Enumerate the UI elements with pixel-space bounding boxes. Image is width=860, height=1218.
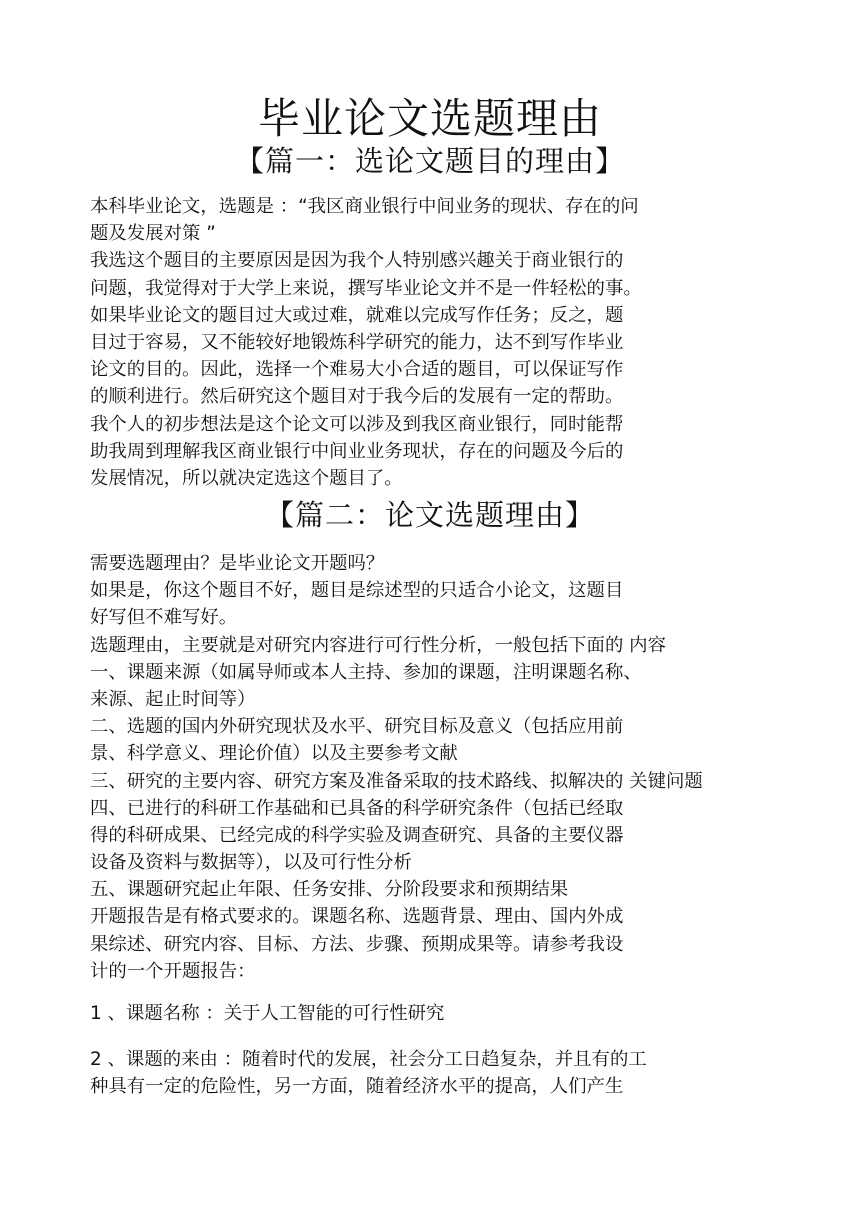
paragraph-line: 得的科研成果、已经完成的科学实验及调查研究、具备的主要仪器 [90,824,624,846]
topic-name-item [90,1000,790,1027]
paragraph-line: 需要选题理由？是毕业论文开题吗？ [90,553,385,574]
paragraph-line: 好写但不难写好。 [90,607,238,629]
paragraph-line: 发展情况，所以就决定选这个题目了。 [90,467,403,489]
section1-body [90,193,790,492]
paragraph-line: 助我周到理解我区商业银行中间业业务现状，存在的问题及今后的 [90,440,624,462]
paragraph-line: 如果是，你这个题目不好，题目是综述型的只适合小论文，这题目 [90,580,624,602]
paragraph-line: 设备及资料与数据等），以及可行性分析 [90,852,412,874]
paragraph-line: 我选这个题目的主要原因是因为我个人特别感兴趣关于商业银行的 [90,250,624,272]
paragraph-line: 一、课题来源（如属导师或本人主持、参加的课题，注明课题名称、 [90,661,642,683]
paragraph-line: 题及发展对策 ” [90,223,216,245]
paragraph-line: 开题报告是有格式要求的。课题名称、选题背景、理由、国内外成 [90,906,624,928]
paragraph-line: 论文的目的。因此，选择一个难易大小合适的题目，可以保证写作 [90,359,624,381]
section2-body [90,550,790,985]
paragraph-line: 我个人的初步想法是这个论文可以涉及到我区商业银行，同时能帮 [90,413,624,435]
paragraph-line: 果综述、研究内容、目标、方法、步骤、预期成果等。请参考我设 [90,933,624,955]
paragraph-line: 五、课题研究起止年限、任务安排、分阶段要求和预期结果 [90,879,569,901]
paragraph-line: 二、选题的国内外研究现状及水平、研究目标及意义（包括应用前 [90,716,624,738]
paragraph-line: 2 、课题的来由 ：随着时代的发展，社会分工日趋复杂，并且有的工 [90,1049,647,1070]
paragraph-line: 计的一个开题报告： [90,960,256,982]
paragraph-line: 1 、课题名称 ：关于人工智能的可行性研究 [90,1003,445,1024]
document-title: 毕业论文选题理由 [257,94,602,143]
paragraph-line: 问题，我觉得对于大学上来说，撰写毕业论文并不是一件轻松的事。 [90,277,642,299]
paragraph-line: 景、科学意义、理论价值）以及主要参考文献 [90,743,458,765]
paragraph-line: 如果毕业论文的题目过大或过难，就难以完成写作任务；反之，题 [90,304,624,326]
paragraph-line: 三、研究的主要内容、研究方案及准备采取的技术路线、拟解决的 关键问题 [90,770,703,792]
paragraph-line: 本科毕业论文，选题是 ：“我区商业银行中间业务的现状、存在的问 [90,196,639,217]
topic-origin-item [90,1046,790,1100]
paragraph-line: 四、已进行的科研工作基础和已具备的科学研究条件（包括已经取 [90,797,624,819]
paragraph-line: 选题理由，主要就是对研究内容进行可行性分析，一般包括下面的 内容 [90,634,666,656]
paragraph-line: 的顺利进行。然后研究这个题目对于我今后的发展有一定的帮助。 [90,386,624,408]
paragraph-line: 种具有一定的危险性，另一方面，随着经济水平的提高，人们产生 [90,1076,624,1098]
paragraph-line: 来源、起止时间等） [90,688,256,710]
paragraph-line: 目过于容易，又不能较好地锻炼科学研究的能力，达不到写作毕业 [90,331,624,353]
section2-heading: 【篇二：论文选题理由】 [264,498,595,532]
section1-heading: 【篇一：选论文题目的理由】 [234,144,625,178]
